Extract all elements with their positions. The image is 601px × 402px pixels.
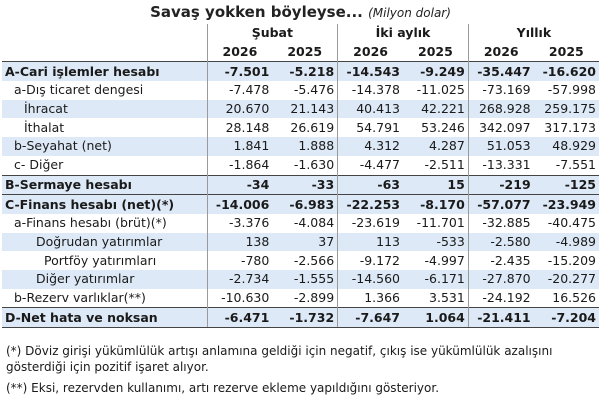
cell-value: 40.413 <box>338 100 403 119</box>
year-header: 2025 <box>418 44 453 60</box>
cell-value: -1.732 <box>272 308 337 328</box>
cell-value: -6.471 <box>207 308 272 328</box>
year-header-row <box>2 43 599 62</box>
row-label: b-Rezerv varlıklar(**) <box>14 289 146 305</box>
period-header-row <box>2 24 599 43</box>
cell-value: -219 <box>468 175 533 195</box>
cell-value: -27.870 <box>468 270 533 289</box>
cell-value: -780 <box>207 251 272 270</box>
cell-value: 51.053 <box>468 137 533 156</box>
year-header: 2026 <box>468 43 533 62</box>
cell-value: -533 <box>403 233 468 252</box>
cell-value: -2.511 <box>424 157 465 173</box>
cell-value: 16.526 <box>552 289 596 305</box>
year-header: 2025 <box>287 44 323 60</box>
table-row <box>2 175 599 195</box>
cell-value: -63 <box>338 175 403 195</box>
row-label: c- Diğer <box>14 157 64 173</box>
cell-value: -3.376 <box>207 214 272 233</box>
row-label: İthalat <box>24 119 65 135</box>
period-header: Şubat <box>207 24 338 43</box>
cell-value: -32.885 <box>468 214 533 233</box>
cell-value: 37 <box>272 233 337 252</box>
cell-value: -11.701 <box>416 215 465 231</box>
cell-value: -22.253 <box>338 195 403 214</box>
row-label: C-Finans hesabı (net)(*) <box>2 195 207 214</box>
cell-value: -23.619 <box>338 214 403 233</box>
row-label: b-Seyahat (net) <box>2 137 207 156</box>
title-unit: (Milyon dolar) <box>368 6 451 20</box>
cell-value: -15.209 <box>547 252 596 268</box>
cell-value: 3.531 <box>429 289 465 305</box>
cell-value: -7.551 <box>555 157 596 173</box>
footnote-1: (*) Döviz girişi yükümlülük artışı anlamına geldiği için negatif, çıkış ise yükümlülük azalışını gösterdiği için pozitif işaret alıyor. <box>6 344 553 374</box>
row-label: B-Sermaye hesabı <box>2 175 207 195</box>
cell-value: 20.670 <box>207 100 272 119</box>
cell-value: -7.647 <box>338 308 403 328</box>
cell-value: 342.097 <box>468 118 533 137</box>
cell-value: -7.478 <box>207 81 272 100</box>
cell-value: 1.888 <box>272 137 337 156</box>
cell-value: 54.791 <box>338 118 403 137</box>
header-blank <box>2 43 207 62</box>
table-row <box>2 233 599 252</box>
cell-value: -23.949 <box>534 195 599 214</box>
cell-value: -9.249 <box>403 62 468 81</box>
row-label: D-Net hata ve noksan <box>2 308 207 328</box>
cell-value: -7.204 <box>534 308 599 328</box>
cell-value: 1.366 <box>338 289 403 308</box>
cell-value: 21.143 <box>272 100 337 119</box>
cell-value: -2.566 <box>293 252 335 268</box>
cell-value: -4.989 <box>534 233 599 252</box>
cell-value: -5.476 <box>293 82 335 98</box>
cell-value: 268.928 <box>468 100 533 119</box>
year-header: 2025 <box>548 44 584 60</box>
cell-value: -11.025 <box>416 82 465 98</box>
table-row <box>2 100 599 119</box>
cell-value: -13.331 <box>468 156 533 175</box>
table-row <box>2 118 599 137</box>
cell-value: -9.172 <box>338 251 403 270</box>
row-label: Doğrudan yatırımlar <box>2 233 207 252</box>
table-row <box>2 62 599 81</box>
balance-of-payments-table <box>2 24 599 328</box>
cell-value: 113 <box>338 233 403 252</box>
row-label: a-Dış ticaret dengesi <box>14 82 144 98</box>
cell-value: 42.221 <box>403 100 468 119</box>
cell-value: 1.841 <box>207 137 272 156</box>
cell-value: 1.064 <box>403 308 468 328</box>
footnotes <box>6 343 596 396</box>
table-row <box>2 137 599 156</box>
table-row <box>2 195 599 214</box>
table-row <box>2 270 599 289</box>
cell-value: -34 <box>207 175 272 195</box>
cell-value: -2.734 <box>207 270 272 289</box>
cell-value: -8.170 <box>403 195 468 214</box>
cell-value: -16.620 <box>534 62 599 81</box>
cell-value: 4.312 <box>338 137 403 156</box>
cell-value: -10.630 <box>207 289 272 308</box>
cell-value: -7.501 <box>207 62 272 81</box>
cell-value: -2.899 <box>293 289 335 305</box>
row-label: İhracat <box>2 100 207 119</box>
cell-value: -1.555 <box>272 270 337 289</box>
cell-value: 15 <box>403 175 468 195</box>
cell-value: -1.630 <box>293 157 335 173</box>
cell-value: -4.084 <box>293 215 335 231</box>
year-header: 2026 <box>207 43 272 62</box>
cell-value: -2.435 <box>468 251 533 270</box>
cell-value: -73.169 <box>468 81 533 100</box>
row-label: Portföy yatırımları <box>44 252 157 268</box>
cell-value: -20.277 <box>534 270 599 289</box>
row-label: Diğer yatırımlar <box>2 270 207 289</box>
cell-value: -57.077 <box>468 195 533 214</box>
cell-value: 138 <box>207 233 272 252</box>
cell-value: 28.148 <box>207 118 272 137</box>
cell-value: -14.560 <box>338 270 403 289</box>
year-header: 2026 <box>338 43 403 62</box>
cell-value: -14.543 <box>338 62 403 81</box>
table-title <box>0 0 601 24</box>
cell-value: -24.192 <box>468 289 533 308</box>
table-row <box>2 251 599 270</box>
cell-value: 48.929 <box>534 137 599 156</box>
cell-value: -6.983 <box>272 195 337 214</box>
cell-value: -40.475 <box>547 215 596 231</box>
cell-value: -1.864 <box>207 156 272 175</box>
cell-value: 259.175 <box>534 100 599 119</box>
row-label: A-Cari işlemler hesabı <box>2 62 207 81</box>
period-header: Yıllık <box>468 24 599 43</box>
cell-value: 317.173 <box>544 119 596 135</box>
table-row <box>2 308 599 328</box>
cell-value: -6.171 <box>403 270 468 289</box>
header-blank <box>2 24 207 43</box>
cell-value: -57.998 <box>547 82 596 98</box>
footnote-2: (**) Eksi, rezervden kullanımı, artı rezerve ekleme yapıldığını gösteriyor. <box>6 381 440 395</box>
row-label: a-Finans hesabı (brüt)(*) <box>14 215 167 231</box>
table-row <box>2 214 599 233</box>
cell-value: -5.218 <box>272 62 337 81</box>
cell-value: -14.378 <box>338 81 403 100</box>
cell-value: -21.411 <box>468 308 533 328</box>
title-text: Savaş yokken böyleyse... <box>150 3 363 21</box>
cell-value: -125 <box>534 175 599 195</box>
period-header: İki aylık <box>338 24 469 43</box>
cell-value: -2.580 <box>468 233 533 252</box>
cell-value: 4.287 <box>403 137 468 156</box>
cell-value: 26.619 <box>290 119 335 135</box>
cell-value: -35.447 <box>468 62 533 81</box>
cell-value: -33 <box>272 175 337 195</box>
table-row <box>2 156 599 175</box>
table-row <box>2 81 599 100</box>
table-row <box>2 289 599 308</box>
cell-value: -4.997 <box>424 252 465 268</box>
cell-value: -4.477 <box>338 156 403 175</box>
cell-value: 53.246 <box>421 119 465 135</box>
cell-value: -14.006 <box>207 195 272 214</box>
